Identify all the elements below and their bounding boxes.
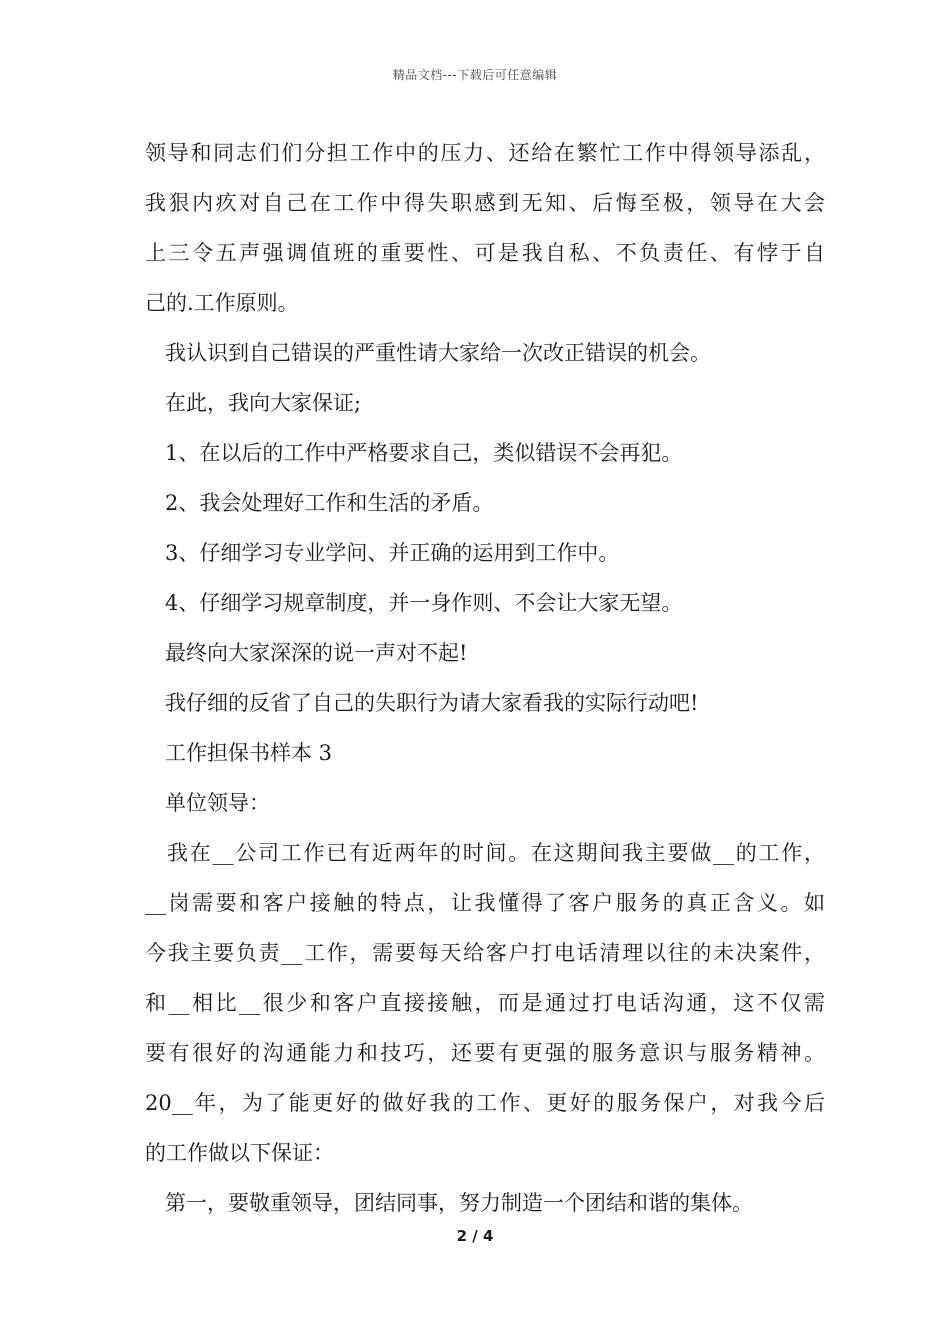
page-header: 精品文档---下载后可任意编辑 — [392, 68, 558, 82]
paragraph-line: __岗需要和客户接触的特点，让我懂得了客户服务的真正含义。如 — [145, 891, 825, 915]
paragraph-line: 我在__公司工作已有近两年的时间。在这期间我主要做__的工作， — [167, 841, 825, 865]
section-heading: 工作担保书样本 3 — [165, 741, 333, 765]
paragraph-line: 的工作做以下保证： — [145, 1141, 334, 1165]
paragraph-line: 和__相比__很少和客户直接接触，而是通过打电话沟通，这不仅需 — [145, 991, 825, 1015]
paragraph-line: 最终向大家深深的说一声对不起! — [165, 641, 468, 665]
paragraph-line: 要有很好的沟通能力和技巧，还要有更强的服务意识与服务精神。 — [145, 1041, 825, 1065]
list-item: 2、我会处理好工作和生活的矛盾。 — [165, 491, 494, 515]
page-number: 2 / 4 — [456, 1227, 494, 1245]
paragraph-line: 我认识到自己错误的严重性请大家给一次改正错误的机会。 — [165, 341, 711, 365]
salutation: 单位领导： — [165, 791, 270, 815]
list-item: 1、在以后的工作中严格要求自己，类似错误不会再犯。 — [165, 441, 683, 465]
paragraph-line: 我狠内疚对自己在工作中得失职感到无知、后悔至极，领导在大会 — [145, 191, 825, 215]
list-item: 4、仔细学习规章制度，并一身作则、不会让大家无望。 — [165, 591, 683, 615]
document-body — [145, 128, 825, 1228]
paragraph-line: 今我主要负责__工作，需要每天给客户打电话清理以往的未决案件， — [145, 941, 825, 965]
paragraph-line: 20__年，为了能更好的做好我的工作、更好的服务保户，对我今后 — [145, 1091, 825, 1115]
paragraph-line: 己的.工作原则。 — [145, 291, 299, 315]
paragraph-line: 我仔细的反省了自己的失职行为请大家看我的实际行动吧! — [165, 691, 699, 715]
list-item: 3、仔细学习专业学问、并正确的运用到工作中。 — [165, 541, 620, 565]
paragraph-line: 领导和同志们们分担工作中的压力、还给在繁忙工作中得领导添乱， — [145, 141, 825, 165]
paragraph-line: 上三令五声强调值班的重要性、可是我自私、不负责任、有悖于自 — [145, 241, 825, 265]
paragraph-line: 在此，我向大家保证; — [165, 391, 362, 415]
paragraph-line: 第一，要敬重领导，团结同事，努力制造一个团结和谐的集体。 — [165, 1191, 753, 1215]
